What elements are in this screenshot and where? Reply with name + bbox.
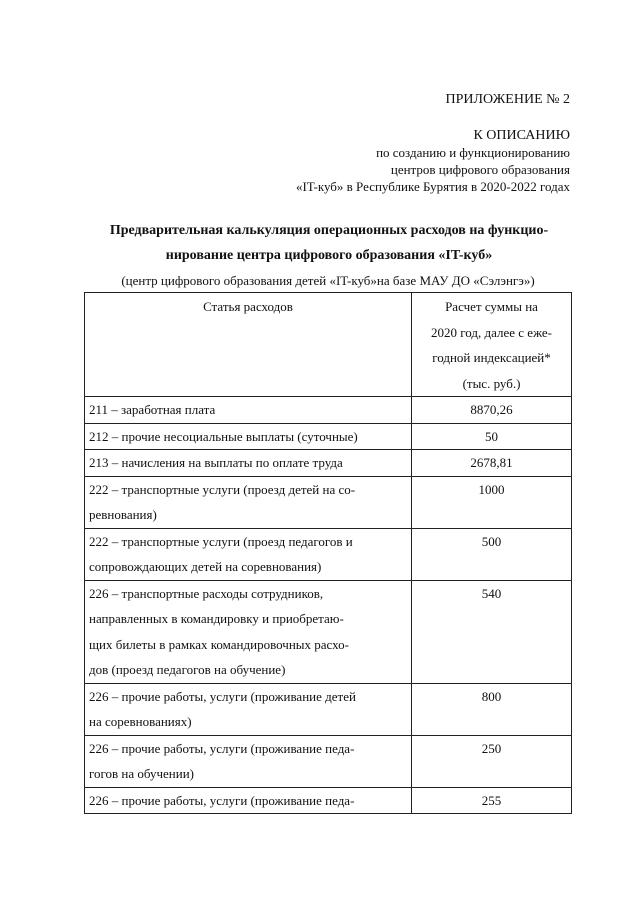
amount-cell: 500 bbox=[412, 528, 572, 580]
table-row bbox=[85, 735, 572, 787]
table-row bbox=[85, 397, 572, 424]
table-row bbox=[85, 423, 572, 450]
header-amount-line: годной индексацией* bbox=[432, 350, 551, 365]
amount-cell: 250 bbox=[412, 735, 572, 787]
expense-item-line: сопровождающих детей на соревнования) bbox=[89, 559, 322, 574]
amount-cell: 1000 bbox=[412, 476, 572, 528]
expense-item-cell bbox=[85, 787, 412, 814]
header-amount-line: (тыс. руб.) bbox=[462, 375, 521, 391]
annex-description bbox=[296, 127, 570, 195]
amount-cell: 50 bbox=[412, 423, 572, 450]
annex-description-line: центров цифрового образования bbox=[390, 162, 570, 177]
expense-item-line: ревнования) bbox=[89, 507, 157, 522]
document-title-line: Предварительная калькуляция операционных расходов на функцио- bbox=[109, 223, 549, 238]
header-amount-line: 2020 год, далее с еже- bbox=[431, 324, 552, 340]
header-amount bbox=[412, 293, 572, 397]
amount-cell: 255 bbox=[412, 787, 572, 814]
expense-item-line: 226 – прочие работы, услуги (проживание педа- bbox=[89, 792, 355, 808]
expense-item-cell bbox=[85, 580, 412, 683]
expense-item-cell bbox=[85, 735, 412, 787]
table-row bbox=[85, 580, 572, 683]
expense-item-cell bbox=[85, 476, 412, 528]
expense-item-line: гогов на обучении) bbox=[89, 766, 195, 781]
table-row bbox=[85, 683, 572, 735]
table-row bbox=[85, 476, 572, 528]
expense-item-line: дов (проезд педагогов на обучение) bbox=[89, 662, 286, 677]
annex-description-line: по созданию и функционированию bbox=[376, 145, 570, 160]
expense-item-cell bbox=[85, 683, 412, 735]
table-row bbox=[85, 450, 572, 477]
header-expense-item: Статья расходов bbox=[85, 293, 412, 397]
expense-item-line: 226 – прочие работы, услуги (проживание детей bbox=[89, 688, 356, 704]
expense-item-cell bbox=[85, 528, 412, 580]
expense-item-line: 211 – заработная плата bbox=[89, 402, 216, 417]
expense-item-cell bbox=[85, 423, 412, 450]
expense-item-cell bbox=[85, 397, 412, 424]
document-subtitle: (центр цифрового образования детей «IT-куб»на базе МАУ ДО «Сэлэнгэ») bbox=[121, 273, 535, 288]
expense-item-line: на соревнованиях) bbox=[89, 714, 192, 729]
expense-item-line: 226 – прочие работы, услуги (проживание педа- bbox=[89, 740, 355, 756]
expense-item-line: 222 – транспортные услуги (проезд педагогов и bbox=[89, 533, 353, 549]
expense-item-line: направленных в командировку и приобретаю- bbox=[89, 611, 344, 626]
amount-cell: 540 bbox=[412, 580, 572, 683]
table-row bbox=[85, 528, 572, 580]
document-title bbox=[84, 218, 574, 268]
document-title-line: нирование центра цифрового образования «IT-куб» bbox=[165, 248, 493, 263]
annex-label: ПРИЛОЖЕНИЕ № 2 bbox=[445, 92, 570, 107]
expense-item-line: 222 – транспортные услуги (проезд детей на со- bbox=[89, 481, 356, 497]
table-header-row bbox=[85, 293, 572, 397]
expense-item-cell bbox=[85, 450, 412, 477]
header-amount-line: Расчет суммы на bbox=[445, 299, 538, 314]
expense-item-line: щих билеты в рамках командировочных расхо- bbox=[89, 636, 349, 652]
expense-item-line: 213 – начисления на выплаты по оплате труда bbox=[89, 455, 343, 470]
annex-description-line: К ОПИСАНИЮ bbox=[473, 128, 570, 143]
table-row bbox=[85, 787, 572, 814]
amount-cell: 2678,81 bbox=[412, 450, 572, 477]
expense-item-line: 226 – транспортные расходы сотрудников, bbox=[89, 585, 324, 601]
amount-cell: 8870,26 bbox=[412, 397, 572, 424]
expenses-table bbox=[84, 292, 572, 814]
amount-cell: 800 bbox=[412, 683, 572, 735]
annex-description-line: «IT-куб» в Республике Бурятия в 2020-2022 годах bbox=[295, 179, 570, 194]
expense-item-line: 212 – прочие несоциальные выплаты (суточные) bbox=[89, 428, 358, 444]
